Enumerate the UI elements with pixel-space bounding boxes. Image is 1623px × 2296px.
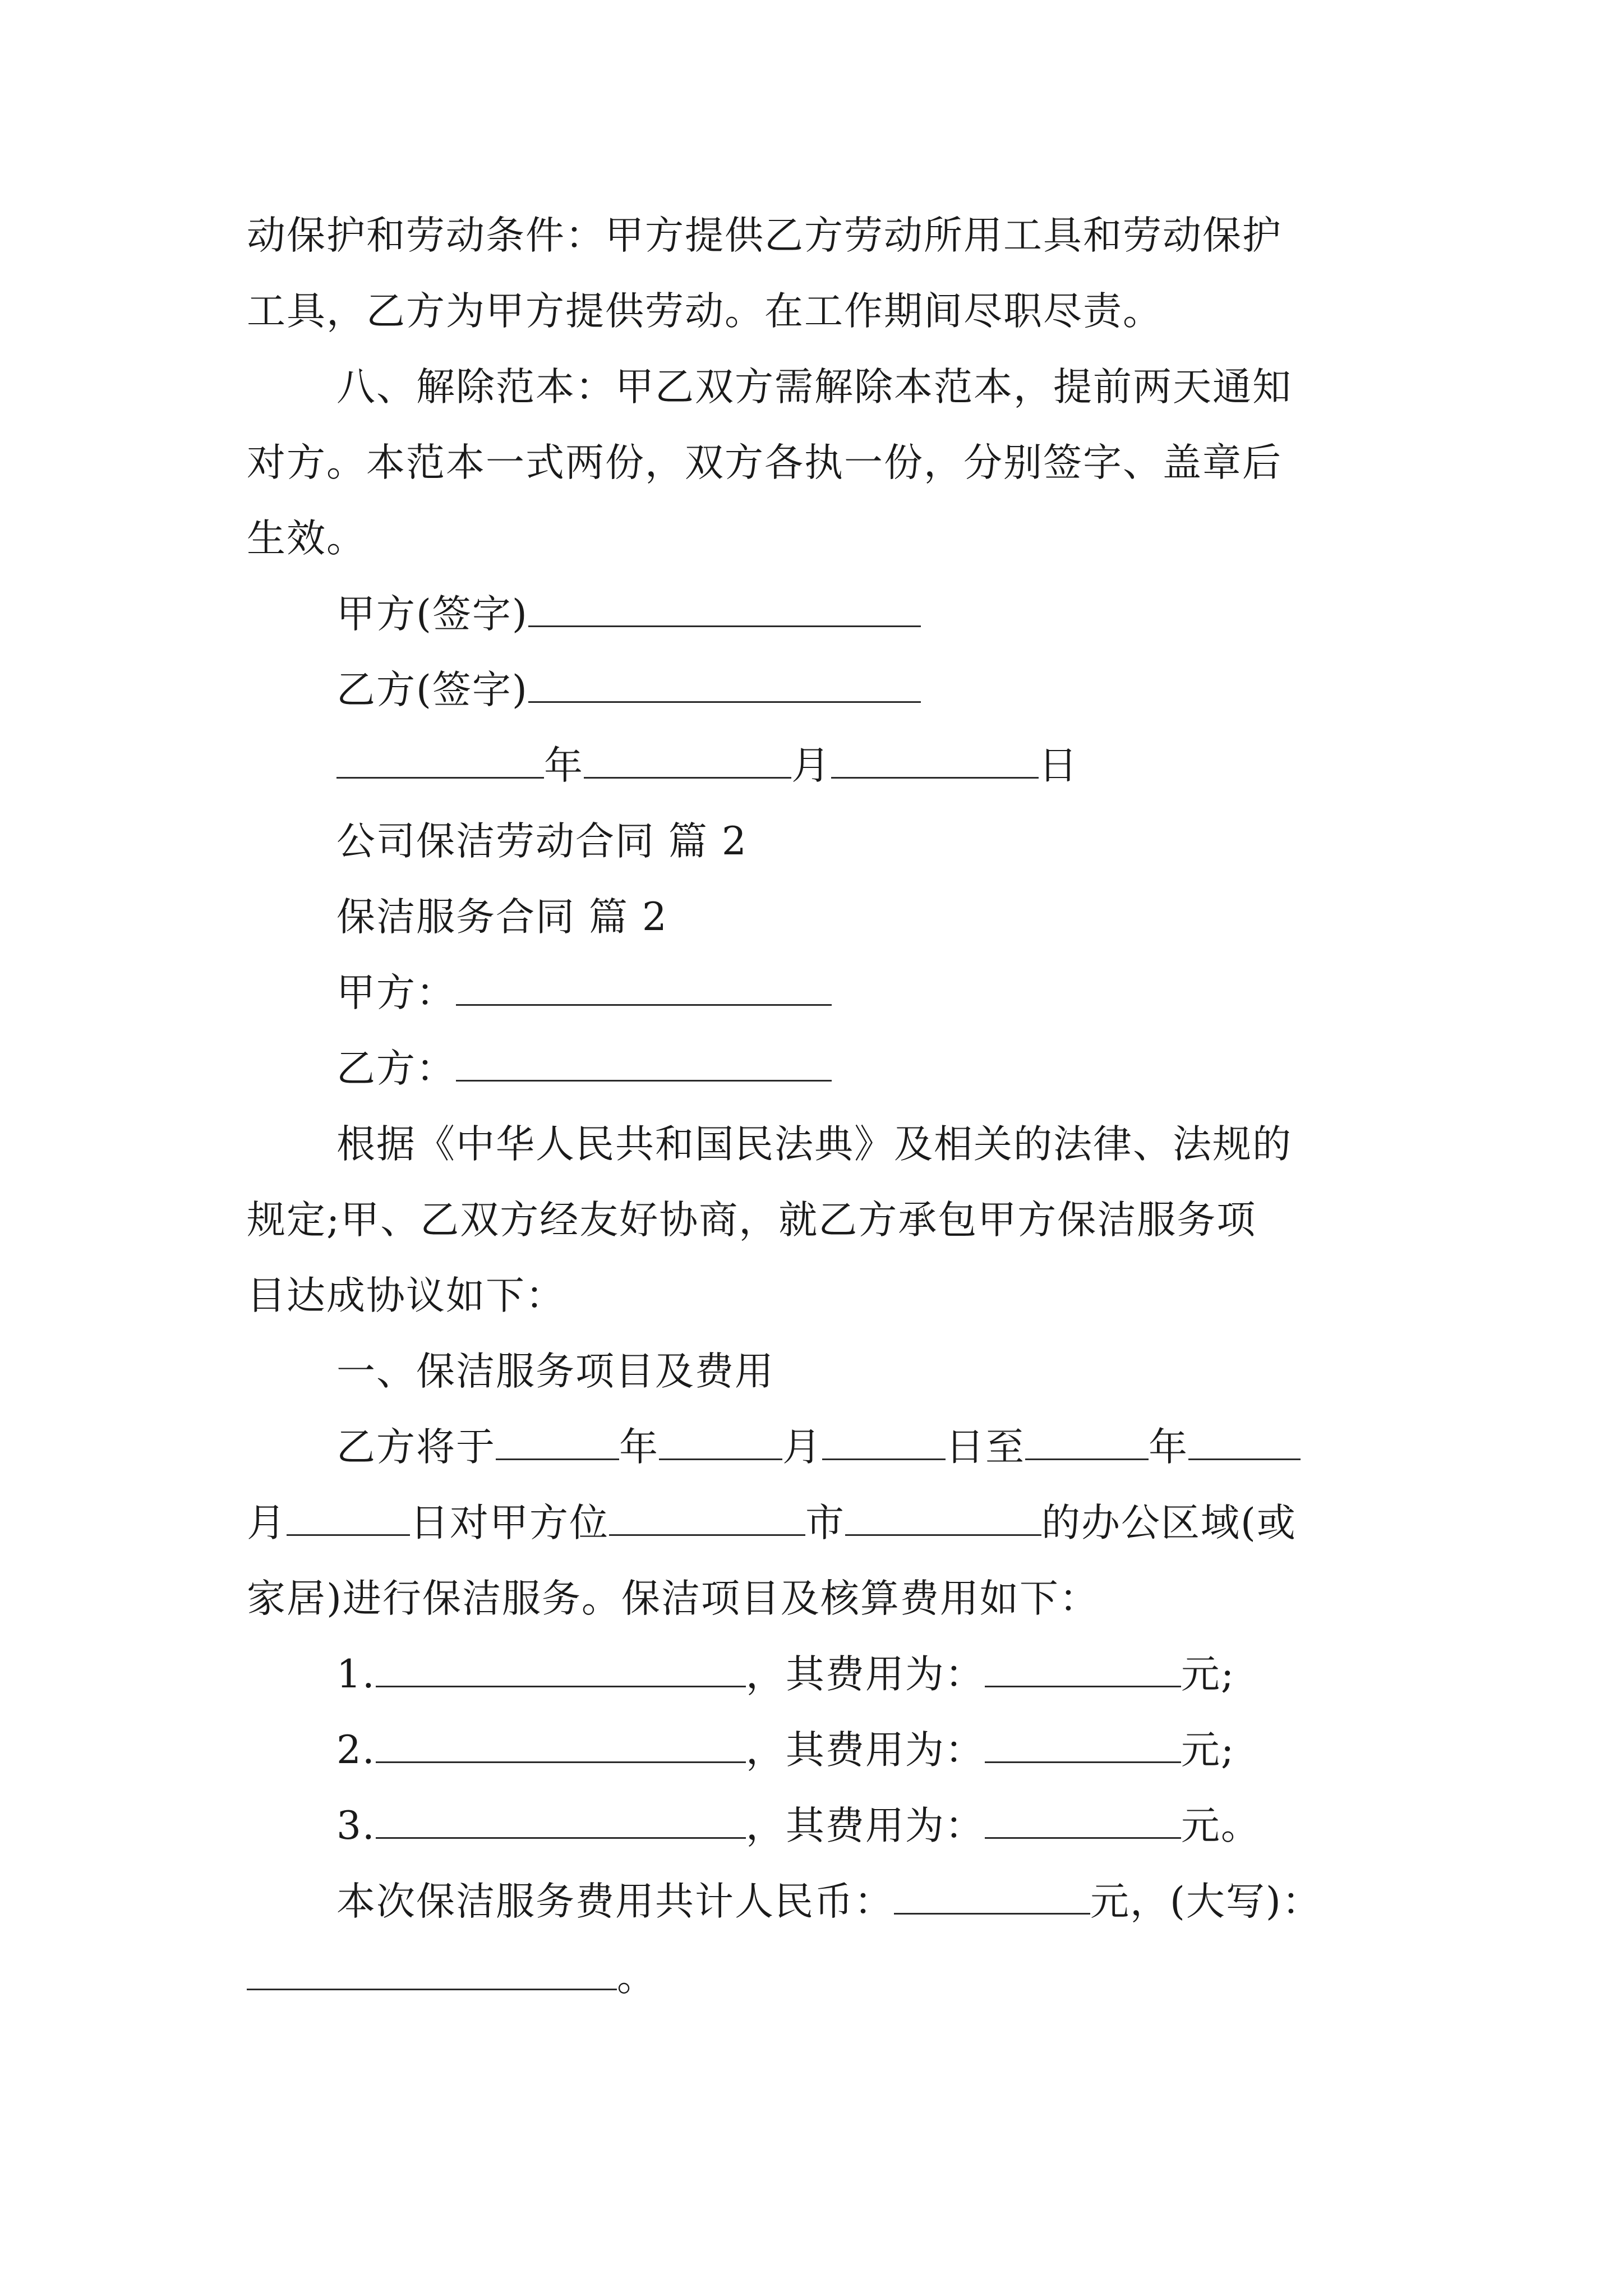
section-title: 一、保洁服务项目及费用 bbox=[336, 1349, 774, 1394]
text-line: 生效。 bbox=[247, 516, 366, 561]
text-fragment: 月 bbox=[782, 1425, 822, 1470]
service-period-line bbox=[336, 1419, 1301, 1475]
text-line: 对方。本范本一式两份，双方各执一份，分别签字、盖章后 bbox=[247, 440, 1282, 485]
text-fragment: 元; bbox=[1181, 1652, 1235, 1697]
year-label: 年 bbox=[544, 743, 584, 788]
text-fragment: 乙方将于 bbox=[336, 1425, 496, 1470]
item-blank bbox=[376, 1798, 746, 1839]
item-blank bbox=[376, 1646, 746, 1687]
clause-eight: 八、解除范本：甲乙双方需解除本范本，提前两天通知 bbox=[336, 365, 1292, 409]
fee-blank bbox=[985, 1722, 1181, 1763]
signature-party-a bbox=[336, 586, 921, 642]
year-blank bbox=[336, 738, 544, 779]
fee-blank bbox=[985, 1798, 1181, 1839]
month-label: 月 bbox=[791, 743, 831, 788]
blank bbox=[659, 1419, 782, 1460]
text-fragment: 月 bbox=[247, 1501, 287, 1545]
fee-item bbox=[336, 1646, 1235, 1703]
signature-party-b bbox=[336, 662, 921, 718]
blank bbox=[609, 1495, 805, 1536]
fee-item bbox=[336, 1722, 1235, 1778]
text-line: 工具，乙方为甲方提供劳动。在工作期间尽职尽责。 bbox=[247, 289, 1163, 334]
item-number: 3. bbox=[336, 1803, 376, 1848]
signature-label: 甲方(签字) bbox=[336, 592, 528, 637]
blank bbox=[822, 1419, 946, 1460]
item-number: 1. bbox=[336, 1652, 376, 1697]
signature-label: 乙方(签字) bbox=[336, 668, 528, 712]
text-line: 目达成协议如下： bbox=[247, 1273, 565, 1318]
day-blank bbox=[831, 738, 1039, 779]
text-fragment: 元，(大写)： bbox=[1090, 1879, 1322, 1924]
text-fragment: 的办公区域(或 bbox=[1041, 1501, 1297, 1545]
total-uppercase-line bbox=[247, 1949, 657, 2005]
text-line: 家居)进行保洁服务。保洁项目及核算费用如下： bbox=[247, 1576, 1099, 1621]
fee-blank bbox=[985, 1646, 1181, 1687]
section-heading: 保洁服务合同 篇 2 bbox=[336, 895, 668, 940]
blank bbox=[845, 1495, 1041, 1536]
blank bbox=[1188, 1419, 1301, 1460]
text-fragment: ，其费用为： bbox=[745, 1652, 985, 1697]
text-fragment: 年 bbox=[619, 1425, 659, 1470]
total-fee-line bbox=[336, 1874, 1322, 1930]
party-a-line bbox=[336, 965, 832, 1021]
party-label: 乙方： bbox=[336, 1046, 456, 1091]
signature-blank bbox=[528, 586, 921, 627]
item-blank bbox=[376, 1722, 746, 1763]
day-label: 日 bbox=[1039, 743, 1078, 788]
service-location-line bbox=[247, 1495, 1297, 1551]
text-fragment: 年 bbox=[1149, 1425, 1188, 1470]
text-fragment: 。 bbox=[617, 1955, 657, 2000]
text-line: 根据《中华人民共和国民法典》及相关的法律、法规的 bbox=[336, 1122, 1292, 1167]
party-label: 甲方： bbox=[336, 970, 456, 1015]
party-blank bbox=[456, 965, 832, 1006]
signature-blank bbox=[528, 662, 921, 703]
text-fragment: 市 bbox=[805, 1501, 845, 1545]
party-b-line bbox=[336, 1041, 832, 1097]
fee-item bbox=[336, 1798, 1261, 1854]
blank bbox=[1025, 1419, 1149, 1460]
party-blank bbox=[456, 1041, 832, 1082]
item-number: 2. bbox=[336, 1728, 376, 1773]
text-fragment: 元; bbox=[1181, 1728, 1235, 1773]
text-fragment: 元。 bbox=[1181, 1803, 1261, 1848]
text-fragment: 本次保洁服务费用共计人民币： bbox=[336, 1879, 894, 1924]
uppercase-blank bbox=[247, 1949, 617, 1990]
blank bbox=[287, 1495, 410, 1536]
text-line: 规定;甲、乙双方经友好协商，就乙方承包甲方保洁服务项 bbox=[247, 1198, 1257, 1243]
month-blank bbox=[584, 738, 791, 779]
text-fragment: ，其费用为： bbox=[745, 1803, 985, 1848]
text-fragment: 日对甲方位 bbox=[410, 1501, 609, 1545]
blank bbox=[496, 1419, 619, 1460]
text-fragment: ，其费用为： bbox=[745, 1728, 985, 1773]
text-line: 动保护和劳动条件：甲方提供乙方劳动所用工具和劳动保护 bbox=[247, 213, 1282, 258]
section-heading: 公司保洁劳动合同 篇 2 bbox=[336, 819, 748, 864]
text-fragment: 日至 bbox=[946, 1425, 1025, 1470]
date-line bbox=[336, 738, 1078, 794]
total-blank bbox=[894, 1874, 1090, 1915]
